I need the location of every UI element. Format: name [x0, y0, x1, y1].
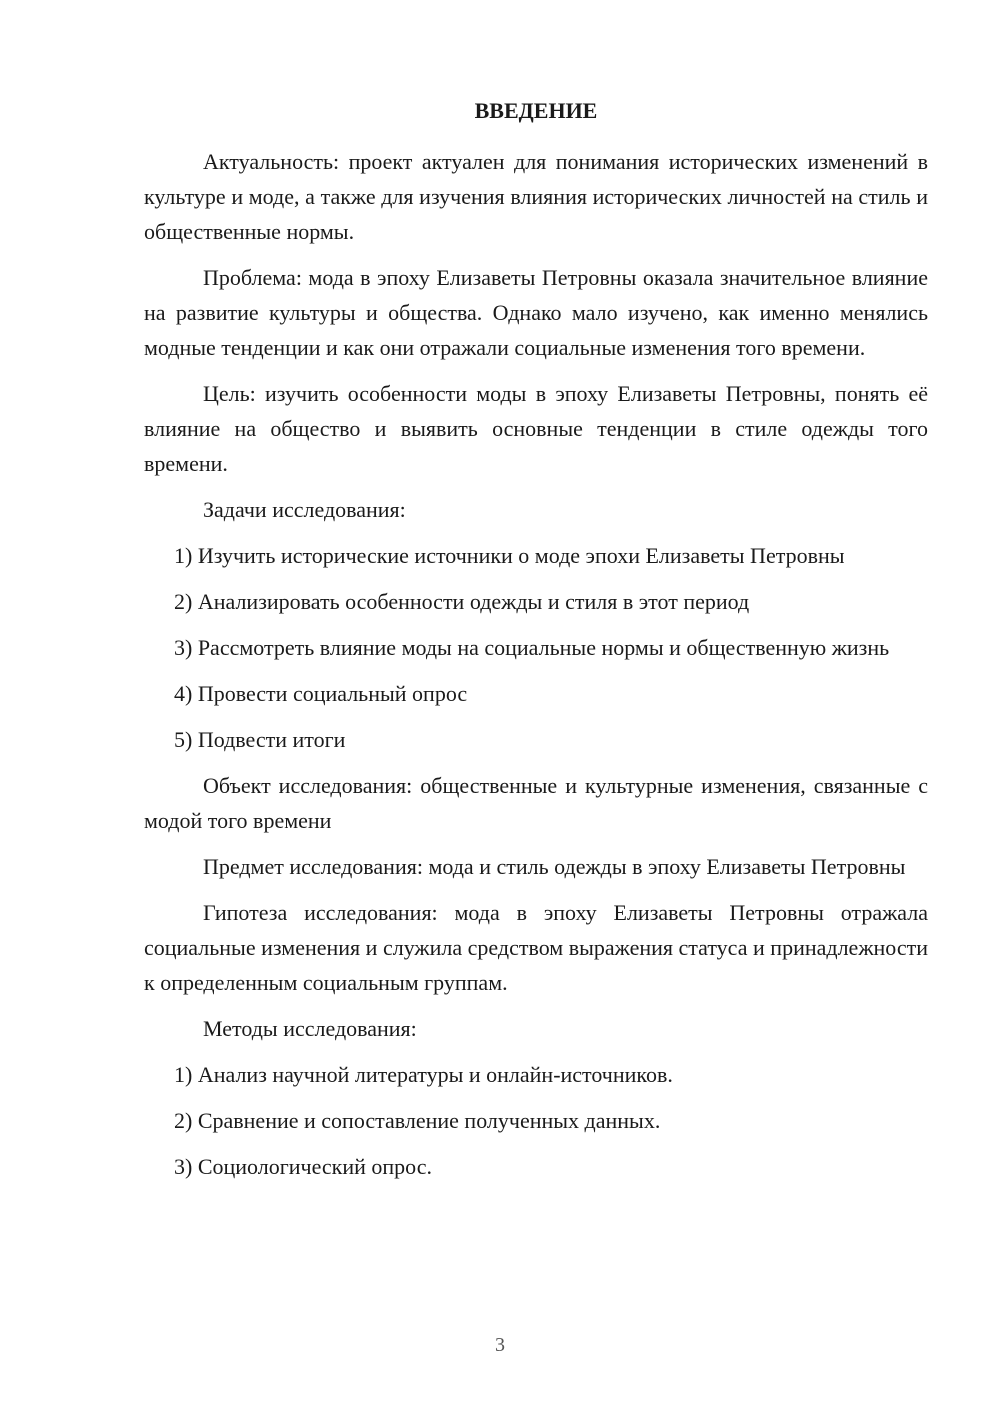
task-item-3: 3) Рассмотреть влияние моды на социальные нормы и общественную жизнь	[174, 635, 890, 660]
problem-paragraph: Проблема: мода в эпоху Елизаветы Петровны оказала значительное влияние на развитие культуры и общества. Однако мало изучено, как именно менялись модные тенденции и как они отражали социальные изменения того времени.	[144, 265, 928, 360]
task-item-5: 5) Подвести итоги	[174, 727, 346, 752]
subject-paragraph: Предмет исследования: мода и стиль одежды в эпоху Елизаветы Петровны	[203, 854, 906, 879]
methods-heading: Методы исследования:	[203, 1016, 417, 1041]
task-item-1: 1) Изучить исторические источники о моде эпохи Елизаветы Петровны	[174, 543, 845, 568]
goal-paragraph: Цель: изучить особенности моды в эпоху Елизаветы Петровны, понять её влияние на общество и выявить основные тенденции в стиле одежды того времени.	[144, 381, 928, 476]
method-item-1: 1) Анализ научной литературы и онлайн-источников.	[174, 1062, 673, 1087]
relevance-paragraph: Актуальность: проект актуален для понимания исторических изменений в культуре и моде, а также для изучения влияния исторических личностей на стиль и общественные нормы.	[144, 149, 928, 244]
task-item-2: 2) Анализировать особенности одежды и стиля в этот период	[174, 589, 750, 614]
object-paragraph: Объект исследования: общественные и культурные изменения, связанные с модой того времени	[144, 773, 928, 833]
tasks-heading: Задачи исследования:	[203, 497, 406, 522]
method-item-2: 2) Сравнение и сопоставление полученных данных.	[174, 1108, 661, 1133]
page-number: 3	[495, 1334, 505, 1356]
hypothesis-paragraph: Гипотеза исследования: мода в эпоху Елизаветы Петровны отражала социальные изменения и служила средством выражения статуса и принадлежности к определенным социальным группам.	[144, 900, 928, 995]
task-item-4: 4) Провести социальный опрос	[174, 681, 468, 706]
method-item-3: 3) Социологический опрос.	[174, 1154, 432, 1179]
document-page	[144, 96, 928, 1326]
section-title: ВВЕДЕНИЕ	[474, 98, 598, 123]
